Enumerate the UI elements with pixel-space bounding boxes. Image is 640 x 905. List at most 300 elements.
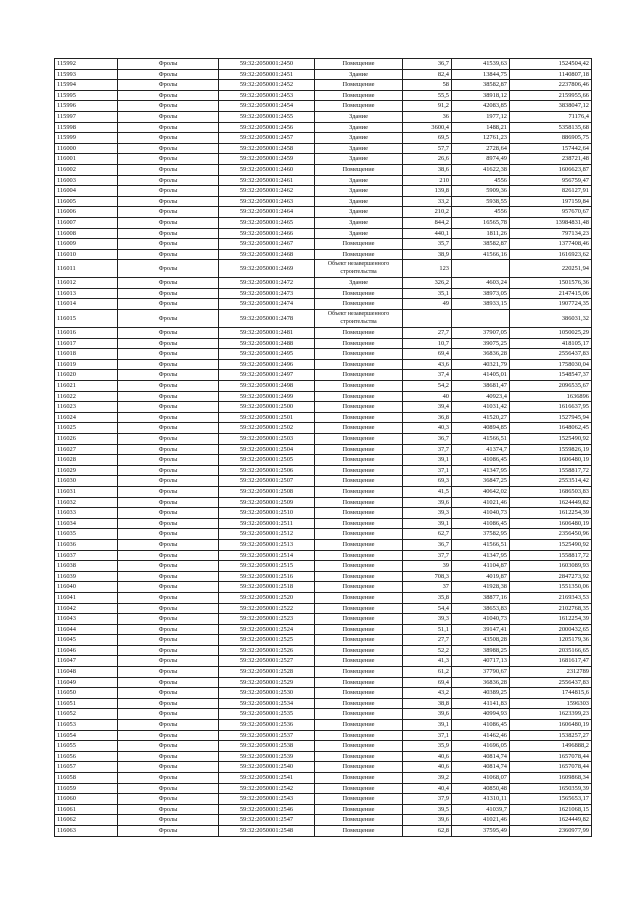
locality-cell: Фролы (118, 101, 219, 112)
area-cell: 69,3 (403, 476, 452, 487)
cadastral-number-cell: 59:32:2050001:2474 (219, 299, 315, 310)
row-number-cell: 116039 (55, 571, 118, 582)
locality-cell: Фролы (118, 444, 219, 455)
area-cell: 39,6 (403, 497, 452, 508)
cadastral-number-cell: 59:32:2050001:2468 (219, 249, 315, 260)
cadastral-value-cell: 1548547,37 (510, 370, 592, 381)
row-number-cell: 116044 (55, 624, 118, 635)
cadastral-number-cell: 59:32:2050001:2541 (219, 773, 315, 784)
cadastral-number-cell: 59:32:2050001:2502 (219, 423, 315, 434)
row-number-cell: 116020 (55, 370, 118, 381)
locality-cell: Фролы (118, 773, 219, 784)
row-number-cell: 115998 (55, 122, 118, 133)
cadastral-number-cell: 59:32:2050001:2520 (219, 592, 315, 603)
row-number-cell: 116016 (55, 328, 118, 339)
cadastral-number-cell: 59:32:2050001:2510 (219, 508, 315, 519)
area-cell: 139,8 (403, 186, 452, 197)
unit-price-cell: 41347,95 (452, 550, 510, 561)
table-row (55, 239, 592, 250)
object-type-cell: Помещение (315, 709, 403, 720)
locality-cell: Фролы (118, 815, 219, 826)
row-number-cell: 116054 (55, 730, 118, 741)
cadastral-value-cell: 71176,4 (510, 111, 592, 122)
object-type-cell: Помещение (315, 751, 403, 762)
row-number-cell: 116063 (55, 825, 118, 836)
object-type-cell: Помещение (315, 486, 403, 497)
cadastral-value-cell: 1558817,72 (510, 465, 592, 476)
unit-price-cell: 12761,23 (452, 133, 510, 144)
unit-price-cell: 38877,16 (452, 592, 510, 603)
unit-price-cell: 40923,4 (452, 391, 510, 402)
table-row (55, 794, 592, 805)
locality-cell: Фролы (118, 624, 219, 635)
row-number-cell: 116009 (55, 239, 118, 250)
cadastral-value-cell: 2553514,42 (510, 476, 592, 487)
locality-cell: Фролы (118, 762, 219, 773)
unit-price-cell: 37595,49 (452, 825, 510, 836)
object-type-cell: Помещение (315, 381, 403, 392)
cadastral-number-cell: 59:32:2050001:2512 (219, 529, 315, 540)
object-type-cell: Помещение (315, 529, 403, 540)
object-type-cell: Помещение (315, 391, 403, 402)
cadastral-number-cell: 59:32:2050001:2454 (219, 101, 315, 112)
locality-cell: Фролы (118, 249, 219, 260)
unit-price-cell: 38582,87 (452, 239, 510, 250)
cadastral-value-cell: 418105,17 (510, 338, 592, 349)
row-number-cell: 116019 (55, 359, 118, 370)
row-number-cell: 116048 (55, 667, 118, 678)
table-row (55, 164, 592, 175)
row-number-cell: 116002 (55, 164, 118, 175)
cadastral-number-cell: 59:32:2050001:2538 (219, 741, 315, 752)
unit-price-cell: 41696,05 (452, 741, 510, 752)
object-type-cell: Помещение (315, 508, 403, 519)
unit-price-cell: 38973,05 (452, 288, 510, 299)
table-row (55, 709, 592, 720)
cadastral-value-cell: 1657078,44 (510, 762, 592, 773)
table-row (55, 154, 592, 165)
cadastral-number-cell: 59:32:2050001:2498 (219, 381, 315, 392)
cadastral-number-cell: 59:32:2050001:2503 (219, 434, 315, 445)
unit-price-cell: 41039,7 (452, 804, 510, 815)
locality-cell: Фролы (118, 582, 219, 593)
table-row (55, 635, 592, 646)
cadastral-value-cell: 886905,75 (510, 133, 592, 144)
unit-price-cell: 39075,25 (452, 338, 510, 349)
unit-price-cell: 37907,05 (452, 328, 510, 339)
row-number-cell: 116046 (55, 645, 118, 656)
row-number-cell: 116042 (55, 603, 118, 614)
locality-cell: Фролы (118, 561, 219, 572)
row-number-cell: 116043 (55, 614, 118, 625)
cadastral-value-cell: 197159,84 (510, 196, 592, 207)
area-cell: 37,4 (403, 370, 452, 381)
table-row (55, 412, 592, 423)
cadastral-number-cell: 59:32:2050001:2495 (219, 349, 315, 360)
row-number-cell: 116032 (55, 497, 118, 508)
cadastral-number-cell: 59:32:2050001:2508 (219, 486, 315, 497)
table-row (55, 260, 592, 278)
cadastral-value-table-page (54, 58, 591, 837)
locality-cell: Фролы (118, 603, 219, 614)
cadastral-value-cell: 1205179,36 (510, 635, 592, 646)
cadastral-number-cell: 59:32:2050001:2511 (219, 518, 315, 529)
cadastral-value-cell: 1050025,29 (510, 328, 592, 339)
locality-cell: Фролы (118, 370, 219, 381)
area-cell: 40,3 (403, 423, 452, 434)
table-row (55, 402, 592, 413)
unit-price-cell: 41310,11 (452, 794, 510, 805)
cadastral-number-cell: 59:32:2050001:2463 (219, 196, 315, 207)
cadastral-number-cell: 59:32:2050001:2507 (219, 476, 315, 487)
unit-price-cell: 41086,45 (452, 518, 510, 529)
cadastral-value-cell: 1609868,34 (510, 773, 592, 784)
row-number-cell: 115999 (55, 133, 118, 144)
area-cell: 39,3 (403, 508, 452, 519)
row-number-cell: 116058 (55, 773, 118, 784)
table-row (55, 299, 592, 310)
object-type-cell: Здание (315, 175, 403, 186)
area-cell: 39,2 (403, 773, 452, 784)
locality-cell: Фролы (118, 486, 219, 497)
locality-cell: Фролы (118, 550, 219, 561)
table-row (55, 207, 592, 218)
cadastral-value-cell: 1616637,95 (510, 402, 592, 413)
cadastral-number-cell: 59:32:2050001:2478 (219, 310, 315, 328)
row-number-cell: 116055 (55, 741, 118, 752)
cadastral-value-table (54, 58, 592, 837)
row-number-cell: 116049 (55, 677, 118, 688)
cadastral-value-cell: 1616923,62 (510, 249, 592, 260)
area-cell: 35,9 (403, 741, 452, 752)
cadastral-number-cell: 59:32:2050001:2457 (219, 133, 315, 144)
table-row (55, 825, 592, 836)
table-row (55, 550, 592, 561)
row-number-cell: 115993 (55, 69, 118, 80)
object-type-cell: Помещение (315, 455, 403, 466)
area-cell: 39,3 (403, 614, 452, 625)
cadastral-value-cell: 1377408,46 (510, 239, 592, 250)
area-cell: 69,4 (403, 349, 452, 360)
row-number-cell: 116007 (55, 217, 118, 228)
table-row (55, 804, 592, 815)
cadastral-value-cell: 1140807,18 (510, 69, 592, 80)
row-number-cell: 116027 (55, 444, 118, 455)
unit-price-cell: 41928,38 (452, 582, 510, 593)
unit-price-cell: 38933,15 (452, 299, 510, 310)
locality-cell: Фролы (118, 338, 219, 349)
unit-price-cell: 40994,93 (452, 709, 510, 720)
row-number-cell: 116015 (55, 310, 118, 328)
area-cell: 36,7 (403, 434, 452, 445)
area-cell: 39,1 (403, 720, 452, 731)
object-type-cell: Помещение (315, 90, 403, 101)
row-number-cell: 116038 (55, 561, 118, 572)
table-row (55, 186, 592, 197)
cadastral-number-cell: 59:32:2050001:2516 (219, 571, 315, 582)
unit-price-cell: 36847,25 (452, 476, 510, 487)
area-cell: 37,9 (403, 794, 452, 805)
unit-price-cell: 37790,67 (452, 667, 510, 678)
locality-cell: Фролы (118, 645, 219, 656)
object-type-cell: Помещение (315, 80, 403, 91)
object-type-cell: Помещение (315, 603, 403, 614)
object-type-cell: Помещение (315, 635, 403, 646)
unit-price-cell: 8974,49 (452, 154, 510, 165)
object-type-cell: Здание (315, 111, 403, 122)
row-number-cell: 116040 (55, 582, 118, 593)
table-row (55, 310, 592, 328)
unit-price-cell: 5938,55 (452, 196, 510, 207)
area-cell: 82,4 (403, 69, 452, 80)
table-row (55, 561, 592, 572)
area-cell: 844,2 (403, 217, 452, 228)
cadastral-value-cell: 1596303 (510, 698, 592, 709)
locality-cell: Фролы (118, 381, 219, 392)
area-cell: 91,2 (403, 101, 452, 112)
cadastral-number-cell: 59:32:2050001:2500 (219, 402, 315, 413)
row-number-cell: 116030 (55, 476, 118, 487)
table-row (55, 249, 592, 260)
object-type-cell: Помещение (315, 794, 403, 805)
cadastral-number-cell: 59:32:2050001:2506 (219, 465, 315, 476)
object-type-cell: Помещение (315, 720, 403, 731)
cadastral-value-cell: 1496888,2 (510, 741, 592, 752)
locality-cell: Фролы (118, 164, 219, 175)
area-cell: 62,8 (403, 825, 452, 836)
unit-price-cell (452, 260, 510, 278)
object-type-cell: Помещение (315, 582, 403, 593)
cadastral-number-cell: 59:32:2050001:2527 (219, 656, 315, 667)
cadastral-value-cell: 957670,67 (510, 207, 592, 218)
unit-price-cell: 41462,46 (452, 730, 510, 741)
area-cell: 69,5 (403, 133, 452, 144)
object-type-cell: Здание (315, 122, 403, 133)
unit-price-cell: 41104,87 (452, 561, 510, 572)
table-row (55, 497, 592, 508)
unit-price-cell: 41021,46 (452, 497, 510, 508)
row-number-cell: 116033 (55, 508, 118, 519)
row-number-cell: 115992 (55, 59, 118, 70)
table-row (55, 391, 592, 402)
locality-cell: Фролы (118, 825, 219, 836)
locality-cell: Фролы (118, 288, 219, 299)
row-number-cell: 116014 (55, 299, 118, 310)
row-number-cell: 116062 (55, 815, 118, 826)
cadastral-value-cell: 386031,32 (510, 310, 592, 328)
area-cell: 43,6 (403, 359, 452, 370)
object-type-cell: Здание (315, 69, 403, 80)
table-row (55, 751, 592, 762)
area-cell: 38,8 (403, 698, 452, 709)
locality-cell: Фролы (118, 677, 219, 688)
area-cell: 123 (403, 260, 452, 278)
area-cell: 40 (403, 391, 452, 402)
locality-cell: Фролы (118, 667, 219, 678)
unit-price-cell: 40389,25 (452, 688, 510, 699)
table-row (55, 434, 592, 445)
cadastral-number-cell: 59:32:2050001:2464 (219, 207, 315, 218)
table-row (55, 486, 592, 497)
table-row (55, 69, 592, 80)
table-row (55, 667, 592, 678)
locality-cell: Фролы (118, 90, 219, 101)
area-cell: 27,7 (403, 328, 452, 339)
locality-cell: Фролы (118, 656, 219, 667)
cadastral-number-cell: 59:32:2050001:2547 (219, 815, 315, 826)
unit-price-cell: 2728,64 (452, 143, 510, 154)
table-row (55, 133, 592, 144)
unit-price-cell: 1811,26 (452, 228, 510, 239)
object-type-cell: Здание (315, 278, 403, 289)
row-number-cell: 116023 (55, 402, 118, 413)
cadastral-value-cell: 1612254,39 (510, 614, 592, 625)
cadastral-value-cell: 1758030,04 (510, 359, 592, 370)
locality-cell: Фролы (118, 143, 219, 154)
table-row (55, 815, 592, 826)
row-number-cell: 115996 (55, 101, 118, 112)
cadastral-value-cell: 2147415,06 (510, 288, 592, 299)
cadastral-value-cell: 1551350,06 (510, 582, 592, 593)
unit-price-cell (452, 310, 510, 328)
area-cell: 27,7 (403, 635, 452, 646)
locality-cell: Фролы (118, 783, 219, 794)
locality-cell: Фролы (118, 518, 219, 529)
object-type-cell: Помещение (315, 571, 403, 582)
cadastral-value-cell: 2847273,92 (510, 571, 592, 582)
row-number-cell: 115997 (55, 111, 118, 122)
cadastral-number-cell: 59:32:2050001:2458 (219, 143, 315, 154)
cadastral-number-cell: 59:32:2050001:2459 (219, 154, 315, 165)
locality-cell: Фролы (118, 423, 219, 434)
locality-cell: Фролы (118, 349, 219, 360)
cadastral-number-cell: 59:32:2050001:2456 (219, 122, 315, 133)
locality-cell: Фролы (118, 529, 219, 540)
cadastral-number-cell: 59:32:2050001:2499 (219, 391, 315, 402)
locality-cell: Фролы (118, 239, 219, 250)
locality-cell: Фролы (118, 402, 219, 413)
locality-cell: Фролы (118, 133, 219, 144)
row-number-cell: 116024 (55, 412, 118, 423)
object-type-cell: Помещение (315, 476, 403, 487)
cadastral-value-cell: 2169343,53 (510, 592, 592, 603)
table-row (55, 508, 592, 519)
table-row (55, 143, 592, 154)
locality-cell: Фролы (118, 310, 219, 328)
row-number-cell: 116057 (55, 762, 118, 773)
area-cell: 62,7 (403, 529, 452, 540)
row-number-cell: 116017 (55, 338, 118, 349)
unit-price-cell: 5909,36 (452, 186, 510, 197)
area-cell: 61,2 (403, 667, 452, 678)
area-cell: 210 (403, 175, 452, 186)
table-row (55, 592, 592, 603)
locality-cell: Фролы (118, 299, 219, 310)
area-cell: 54,2 (403, 381, 452, 392)
locality-cell: Фролы (118, 720, 219, 731)
locality-cell: Фролы (118, 794, 219, 805)
cadastral-number-cell: 59:32:2050001:2543 (219, 794, 315, 805)
unit-price-cell: 42083,85 (452, 101, 510, 112)
table-row (55, 529, 592, 540)
cadastral-value-cell: 2102768,35 (510, 603, 592, 614)
locality-cell: Фролы (118, 508, 219, 519)
cadastral-value-cell: 1606480,19 (510, 455, 592, 466)
area-cell: 57,7 (403, 143, 452, 154)
cadastral-number-cell: 59:32:2050001:2505 (219, 455, 315, 466)
area-cell: 69,4 (403, 677, 452, 688)
cadastral-value-cell: 1524504,42 (510, 59, 592, 70)
cadastral-number-cell: 59:32:2050001:2530 (219, 688, 315, 699)
object-type-cell: Помещение (315, 423, 403, 434)
row-number-cell: 116059 (55, 783, 118, 794)
area-cell: 38,6 (403, 164, 452, 175)
cadastral-value-cell: 2556437,83 (510, 677, 592, 688)
locality-cell: Фролы (118, 804, 219, 815)
object-type-cell: Здание (315, 154, 403, 165)
table-row (55, 455, 592, 466)
cadastral-value-cell: 826127,91 (510, 186, 592, 197)
row-number-cell: 116028 (55, 455, 118, 466)
row-number-cell: 116060 (55, 794, 118, 805)
cadastral-value-cell: 1559826,19 (510, 444, 592, 455)
table-row (55, 196, 592, 207)
unit-price-cell: 36836,28 (452, 677, 510, 688)
cadastral-number-cell: 59:32:2050001:2469 (219, 260, 315, 278)
area-cell: 326,2 (403, 278, 452, 289)
object-type-cell: Помещение (315, 804, 403, 815)
locality-cell: Фролы (118, 328, 219, 339)
table-row (55, 773, 592, 784)
cadastral-value-cell: 1648062,45 (510, 423, 592, 434)
area-cell: 3600,4 (403, 122, 452, 133)
row-number-cell: 116053 (55, 720, 118, 731)
object-type-cell: Здание (315, 217, 403, 228)
row-number-cell: 116041 (55, 592, 118, 603)
table-row (55, 349, 592, 360)
area-cell: 36,8 (403, 412, 452, 423)
cadastral-number-cell: 59:32:2050001:2548 (219, 825, 315, 836)
area-cell: 39 (403, 561, 452, 572)
locality-cell: Фролы (118, 455, 219, 466)
row-number-cell: 116003 (55, 175, 118, 186)
object-type-cell: Помещение (315, 518, 403, 529)
unit-price-cell: 41539,63 (452, 59, 510, 70)
cadastral-value-cell: 1636896 (510, 391, 592, 402)
cadastral-number-cell: 59:32:2050001:2518 (219, 582, 315, 593)
table-row (55, 338, 592, 349)
object-type-cell: Помещение (315, 328, 403, 339)
cadastral-value-cell: 2356450,96 (510, 529, 592, 540)
table-row (55, 624, 592, 635)
cadastral-number-cell: 59:32:2050001:2535 (219, 709, 315, 720)
cadastral-value-cell: 1527945,94 (510, 412, 592, 423)
cadastral-number-cell: 59:32:2050001:2529 (219, 677, 315, 688)
cadastral-number-cell: 59:32:2050001:2509 (219, 497, 315, 508)
cadastral-value-cell: 1565653,17 (510, 794, 592, 805)
object-type-cell: Помещение (315, 667, 403, 678)
object-type-cell: Помещение (315, 239, 403, 250)
table-row (55, 101, 592, 112)
cadastral-number-cell: 59:32:2050001:2525 (219, 635, 315, 646)
cadastral-number-cell: 59:32:2050001:2522 (219, 603, 315, 614)
area-cell: 440,1 (403, 228, 452, 239)
object-type-cell: Помещение (315, 349, 403, 360)
locality-cell: Фролы (118, 751, 219, 762)
object-type-cell: Объект незавершенного строительства (315, 260, 403, 278)
area-cell: 36 (403, 111, 452, 122)
table-row (55, 444, 592, 455)
